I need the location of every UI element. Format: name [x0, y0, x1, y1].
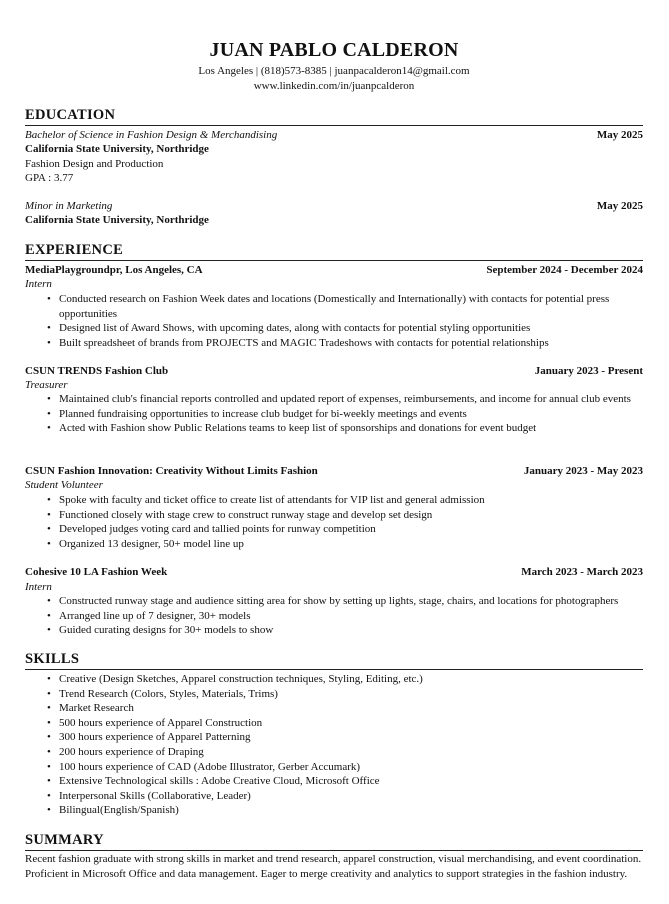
job-2-bullets: [25, 392, 643, 436]
contact-block: [25, 64, 643, 93]
job-org: Cohesive 10 LA Fashion Week: [25, 566, 168, 578]
school-name: California State University, Northridge: [25, 143, 209, 155]
degree-date: May 2025: [596, 129, 643, 141]
job-org: CSUN Fashion Innovation: Creativity Without Limits Fashion: [25, 465, 318, 477]
list-item: • Market Research: [47, 702, 134, 715]
list-item: • 100 hours experience of CAD (Adobe Illustrator, Gerber Accumark): [47, 760, 361, 773]
list-item: • 300 hours experience of Apparel Patterning: [47, 731, 251, 744]
list-item: • Functioned closely with stage crew to construct runway stage and develop set design: [47, 508, 433, 521]
job-role: Intern: [25, 278, 52, 290]
job-4-bullets: [25, 594, 643, 638]
list-item: • Developed judges voting card and tallied points for runway competition: [47, 523, 376, 536]
minor-date: May 2025: [596, 200, 643, 212]
list-item: • 200 hours experience of Draping: [47, 745, 204, 758]
education-entry-1-header: [25, 128, 643, 143]
skills-list: [25, 672, 643, 818]
linkedin-url: www.linkedin.com/in/juanpcalderon: [253, 79, 415, 92]
job-role: Intern: [25, 581, 52, 593]
list-item: • Acted with Fashion show Public Relations teams to keep list of sponsorships and donations for event budget: [47, 422, 537, 435]
list-item: • Built spreadsheet of brands from PROJECTS and MAGIC Tradeshows with contacts for potential relationships: [47, 336, 549, 349]
list-item: • Bilingual(English/Spanish): [47, 804, 179, 817]
job-org: MediaPlaygroundpr, Los Angeles, CA: [25, 264, 203, 276]
list-item: • Maintained club's financial reports controlled and updated report of expenses, reimbursements, and income for annual club events: [47, 393, 631, 405]
education-entry-2-header: [25, 199, 643, 214]
education-heading: EDUCATION: [25, 107, 643, 126]
job-2-header: [25, 364, 643, 379]
gpa: GPA : 3.77: [25, 172, 74, 184]
job-role: Treasurer: [25, 379, 68, 391]
list-item: • Conducted research on Fashion Week dates and locations (Domestically and Internationally) with contacts for potential press opportunities: [47, 293, 610, 320]
job-3-bullets: [25, 493, 643, 551]
job-3-header: [25, 464, 643, 479]
list-item: • Arranged line up of 7 designer, 30+ models: [47, 609, 251, 622]
list-item: • Creative (Design Sketches, Apparel construction techniques, Styling, Editing, etc.): [47, 673, 423, 685]
list-item: • Constructed runway stage and audience sitting area for show by setting up lights, stage, chairs, and locations for photographers: [47, 595, 619, 607]
job-org: CSUN TRENDS Fashion Club: [25, 365, 169, 377]
minor-school-name: California State University, Northridge: [25, 214, 209, 226]
job-dates: January 2023 - Present: [534, 365, 643, 377]
candidate-name: JUAN PABLO CALDERON: [209, 39, 459, 61]
list-item: • Planned fundraising opportunities to increase club budget for bi-weekly meetings and events: [47, 407, 467, 420]
degree-title: Bachelor of Science in Fashion Design & Merchandising: [25, 129, 278, 141]
list-item: • Spoke with faculty and ticket office to create list of attendants for VIP list and general admission: [47, 494, 485, 506]
program-detail: Fashion Design and Production: [25, 158, 164, 170]
summary-text: Recent fashion graduate with strong skills in market and trend research, apparel construction, visual merchandising, and event coordination. Proficient in Microsoft Office and data management. Eager to merge creativity and analytics to support strategies in the fashion industry.: [25, 853, 642, 880]
summary-heading: SUMMARY: [25, 832, 643, 851]
list-item: • Designed list of Award Shows, with upcoming dates, along with contacts for potential styling opportunities: [47, 322, 531, 335]
list-item: • Organized 13 designer, 50+ model line up: [47, 537, 244, 550]
job-dates: January 2023 - May 2023: [523, 465, 643, 477]
list-item: • Guided curating designs for 30+ models to show: [47, 624, 274, 637]
experience-heading: EXPERIENCE: [25, 242, 643, 261]
list-item: • Extensive Technological skills : Adobe Creative Cloud, Microsoft Office: [47, 775, 380, 788]
list-item: • Interpersonal Skills (Collaborative, Leader): [47, 789, 251, 802]
job-role: Student Volunteer: [25, 479, 103, 491]
skills-heading: SKILLS: [25, 651, 643, 670]
contact-line: Los Angeles | (818)573-8385 | juanpacalderon14@gmail.com: [198, 65, 470, 77]
list-item: • 500 hours experience of Apparel Construction: [47, 716, 263, 729]
job-dates: September 2024 - December 2024: [486, 264, 643, 276]
job-1-header: [25, 263, 643, 278]
minor-title: Minor in Marketing: [25, 200, 113, 212]
list-item: • Trend Research (Colors, Styles, Materials, Trims): [47, 687, 278, 700]
job-dates: March 2023 - March 2023: [521, 566, 643, 578]
job-4-header: [25, 565, 643, 580]
job-1-bullets: [25, 292, 643, 350]
